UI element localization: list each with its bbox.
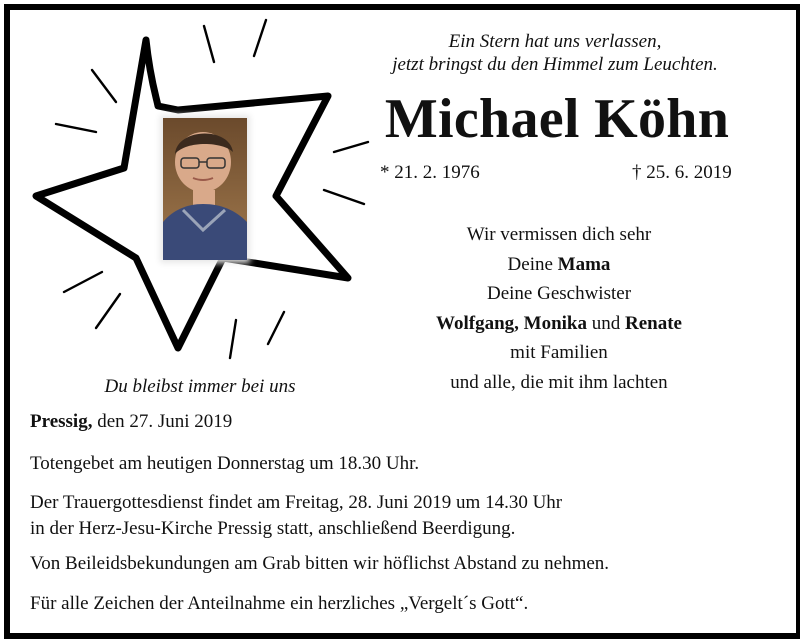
mourner-mother: Mama — [557, 253, 611, 275]
mourners-line-2: Deine Mama — [507, 253, 611, 275]
motto-line-1: Ein Stern hat uns verlassen, — [448, 31, 662, 52]
mourners-line-5: mit Familien — [510, 342, 608, 364]
photo-caption: Du bleibst immer bei uns — [104, 376, 296, 397]
mourners-line-4: Wolfgang, Monika und Renate — [436, 312, 682, 334]
service-notice — [30, 490, 750, 542]
birth-date: * 21. 2. 1976 — [380, 162, 480, 183]
mourner-sibling-renate: Renate — [625, 312, 682, 334]
motto-line-2: jetzt bringst du den Himmel zum Leuchten. — [392, 54, 718, 75]
deceased-name: Michael Köhn — [384, 88, 730, 150]
place-date — [30, 409, 750, 435]
mourners-line-1: Wir vermissen dich sehr — [466, 224, 652, 245]
date: den 27. Juni 2019 — [97, 411, 233, 432]
prayer-notice: Totengebet am heutigen Donnerstag um 18.30 Uhr. — [30, 453, 420, 474]
portrait-photo — [163, 118, 247, 260]
mourners-line-6: und alle, die mit ihm lachten — [450, 371, 668, 393]
service-line-1: Der Trauergottesdienst findet am Freitag, 28. Juni 2019 um 14.30 Uhr — [30, 492, 563, 513]
place: Pressig, — [30, 411, 93, 432]
motto — [330, 30, 780, 76]
death-date: † 25. 6. 2019 — [632, 162, 732, 183]
mourners-line-3: Deine Geschwister — [486, 283, 632, 305]
thanks-notice: Für alle Zeichen der Anteilnahme ein herzliches „Vergelt´s Gott“. — [30, 593, 529, 614]
condolence-notice: Von Beileidsbekundungen am Grab bitten wir höflichst Abstand zu nehmen. — [30, 553, 610, 574]
service-line-2: in der Herz-Jesu-Kirche Pressig statt, anschließend Beerdigung. — [30, 518, 516, 539]
mourners-list — [394, 220, 724, 398]
mourner-siblings: Wolfgang, Monika — [436, 312, 587, 334]
